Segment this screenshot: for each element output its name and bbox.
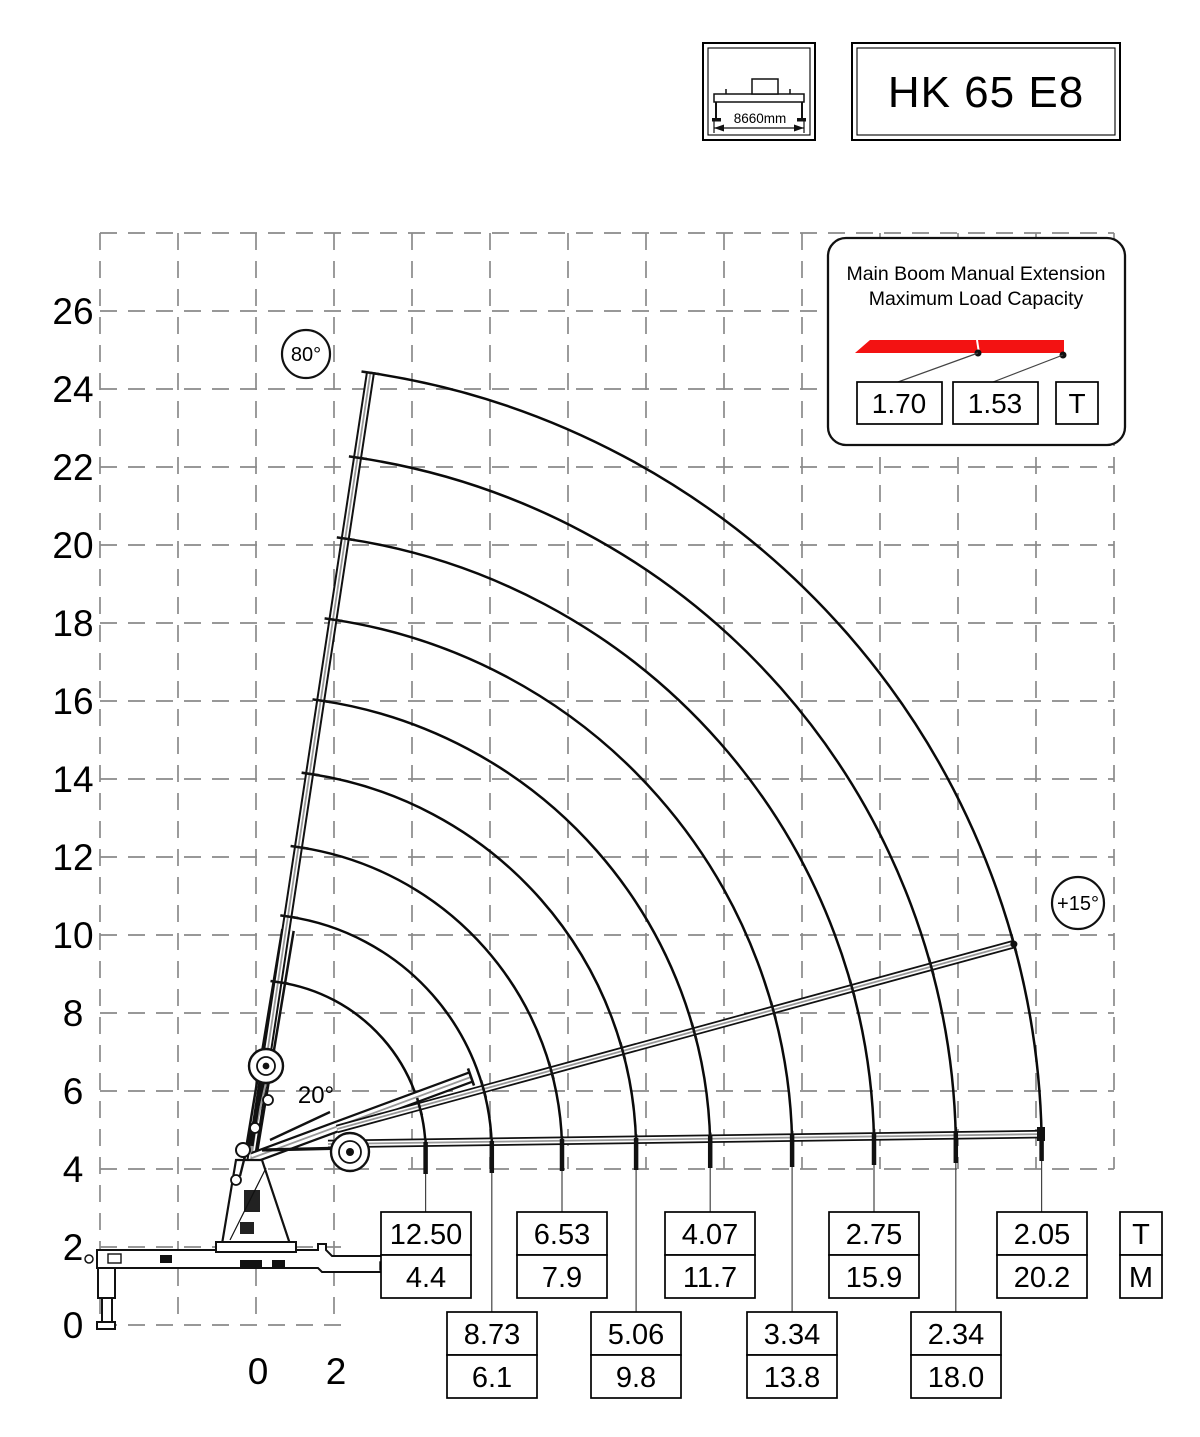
- y-tick-label: 22: [52, 447, 94, 488]
- y-tick-label: 10: [52, 915, 94, 956]
- outreach-value: 13.8: [763, 1362, 821, 1394]
- angle-15-label: +15°: [1057, 893, 1099, 915]
- capacity-value: 6.53: [533, 1219, 591, 1251]
- outreach-value: 7.9: [541, 1262, 583, 1294]
- y-tick-label: 14: [52, 759, 94, 800]
- y-tick-label: 26: [52, 291, 94, 332]
- outreach-value: 9.8: [615, 1362, 657, 1394]
- capacity-value: 2.34: [927, 1319, 985, 1351]
- model-box: [852, 43, 1120, 140]
- y-tick-label: 24: [52, 369, 94, 410]
- capacity-table: [517, 1212, 607, 1298]
- y-tick-label: 18: [52, 603, 94, 644]
- y-axis-labels: [52, 291, 93, 1346]
- capacity-value: 2.05: [1013, 1219, 1071, 1251]
- outreach-value: 11.7: [682, 1262, 738, 1294]
- y-tick-label: 16: [52, 681, 94, 722]
- capacity-table: [447, 1312, 537, 1398]
- outreach-value: 15.9: [845, 1262, 903, 1294]
- outrigger-span-label: 8660mm: [733, 111, 787, 126]
- capacity-table: [829, 1212, 919, 1298]
- capacity-table: [997, 1212, 1087, 1298]
- extension-capacity-boxes: [857, 382, 1098, 424]
- capacity-value: 12.50: [389, 1219, 463, 1251]
- unit-legend: [1120, 1212, 1162, 1298]
- capacity-table: [665, 1212, 755, 1298]
- x-tick-label: 2: [325, 1351, 347, 1392]
- unit-tonnes-label: T: [1132, 1219, 1150, 1251]
- unit-metres-label: M: [1128, 1262, 1154, 1294]
- angle-labels: [282, 330, 1104, 1109]
- y-tick-label: 4: [62, 1149, 84, 1190]
- boom-80deg: [250, 372, 379, 1161]
- extension-capacity-1: 1.70: [871, 388, 927, 419]
- capacity-value: 8.73: [463, 1319, 521, 1351]
- outreach-value: 18.0: [927, 1362, 985, 1394]
- y-tick-label: 20: [52, 525, 94, 566]
- y-tick-label: 0: [62, 1305, 84, 1346]
- reach-arcs: [279, 373, 1041, 1149]
- outreach-value: 20.2: [1013, 1262, 1071, 1294]
- x-axis-labels: [248, 1351, 347, 1392]
- x-tick-label: 0: [247, 1351, 269, 1392]
- outreach-value: 4.4: [405, 1262, 447, 1294]
- outrigger-span-box: [703, 43, 815, 140]
- y-tick-label: 2: [62, 1227, 84, 1268]
- boom-horizontal: [328, 1127, 1045, 1157]
- capacity-table: [381, 1212, 471, 1298]
- y-tick-label: 12: [52, 837, 94, 878]
- y-tick-label: 6: [62, 1071, 84, 1112]
- legend-title-line2: Maximum Load Capacity: [868, 288, 1084, 310]
- outreach-value: 6.1: [471, 1362, 513, 1394]
- extension-capacity-2: 1.53: [967, 388, 1023, 419]
- crane-column: [216, 1160, 296, 1252]
- manual-extension-legend: [828, 238, 1125, 445]
- boom-15deg-tip: [1010, 941, 1017, 948]
- capacity-table: [747, 1312, 837, 1398]
- capacity-value: 4.07: [681, 1219, 739, 1251]
- capacity-tables: [381, 1212, 1162, 1398]
- y-tick-label: 8: [62, 993, 84, 1034]
- angle-20-label: 20°: [297, 1082, 335, 1109]
- capacity-value: 3.34: [763, 1319, 821, 1351]
- extension-unit: T: [1068, 388, 1086, 419]
- capacity-value: 2.75: [845, 1219, 903, 1251]
- model-name: HK 65 E8: [887, 68, 1085, 117]
- capacity-table: [591, 1312, 681, 1398]
- capacity-value: 5.06: [607, 1319, 665, 1351]
- boom-15deg: [337, 935, 1017, 1129]
- legend-title-line1: Main Boom Manual Extension: [846, 263, 1106, 285]
- capacity-table: [911, 1312, 1001, 1398]
- angle-80-label: 80°: [290, 344, 322, 366]
